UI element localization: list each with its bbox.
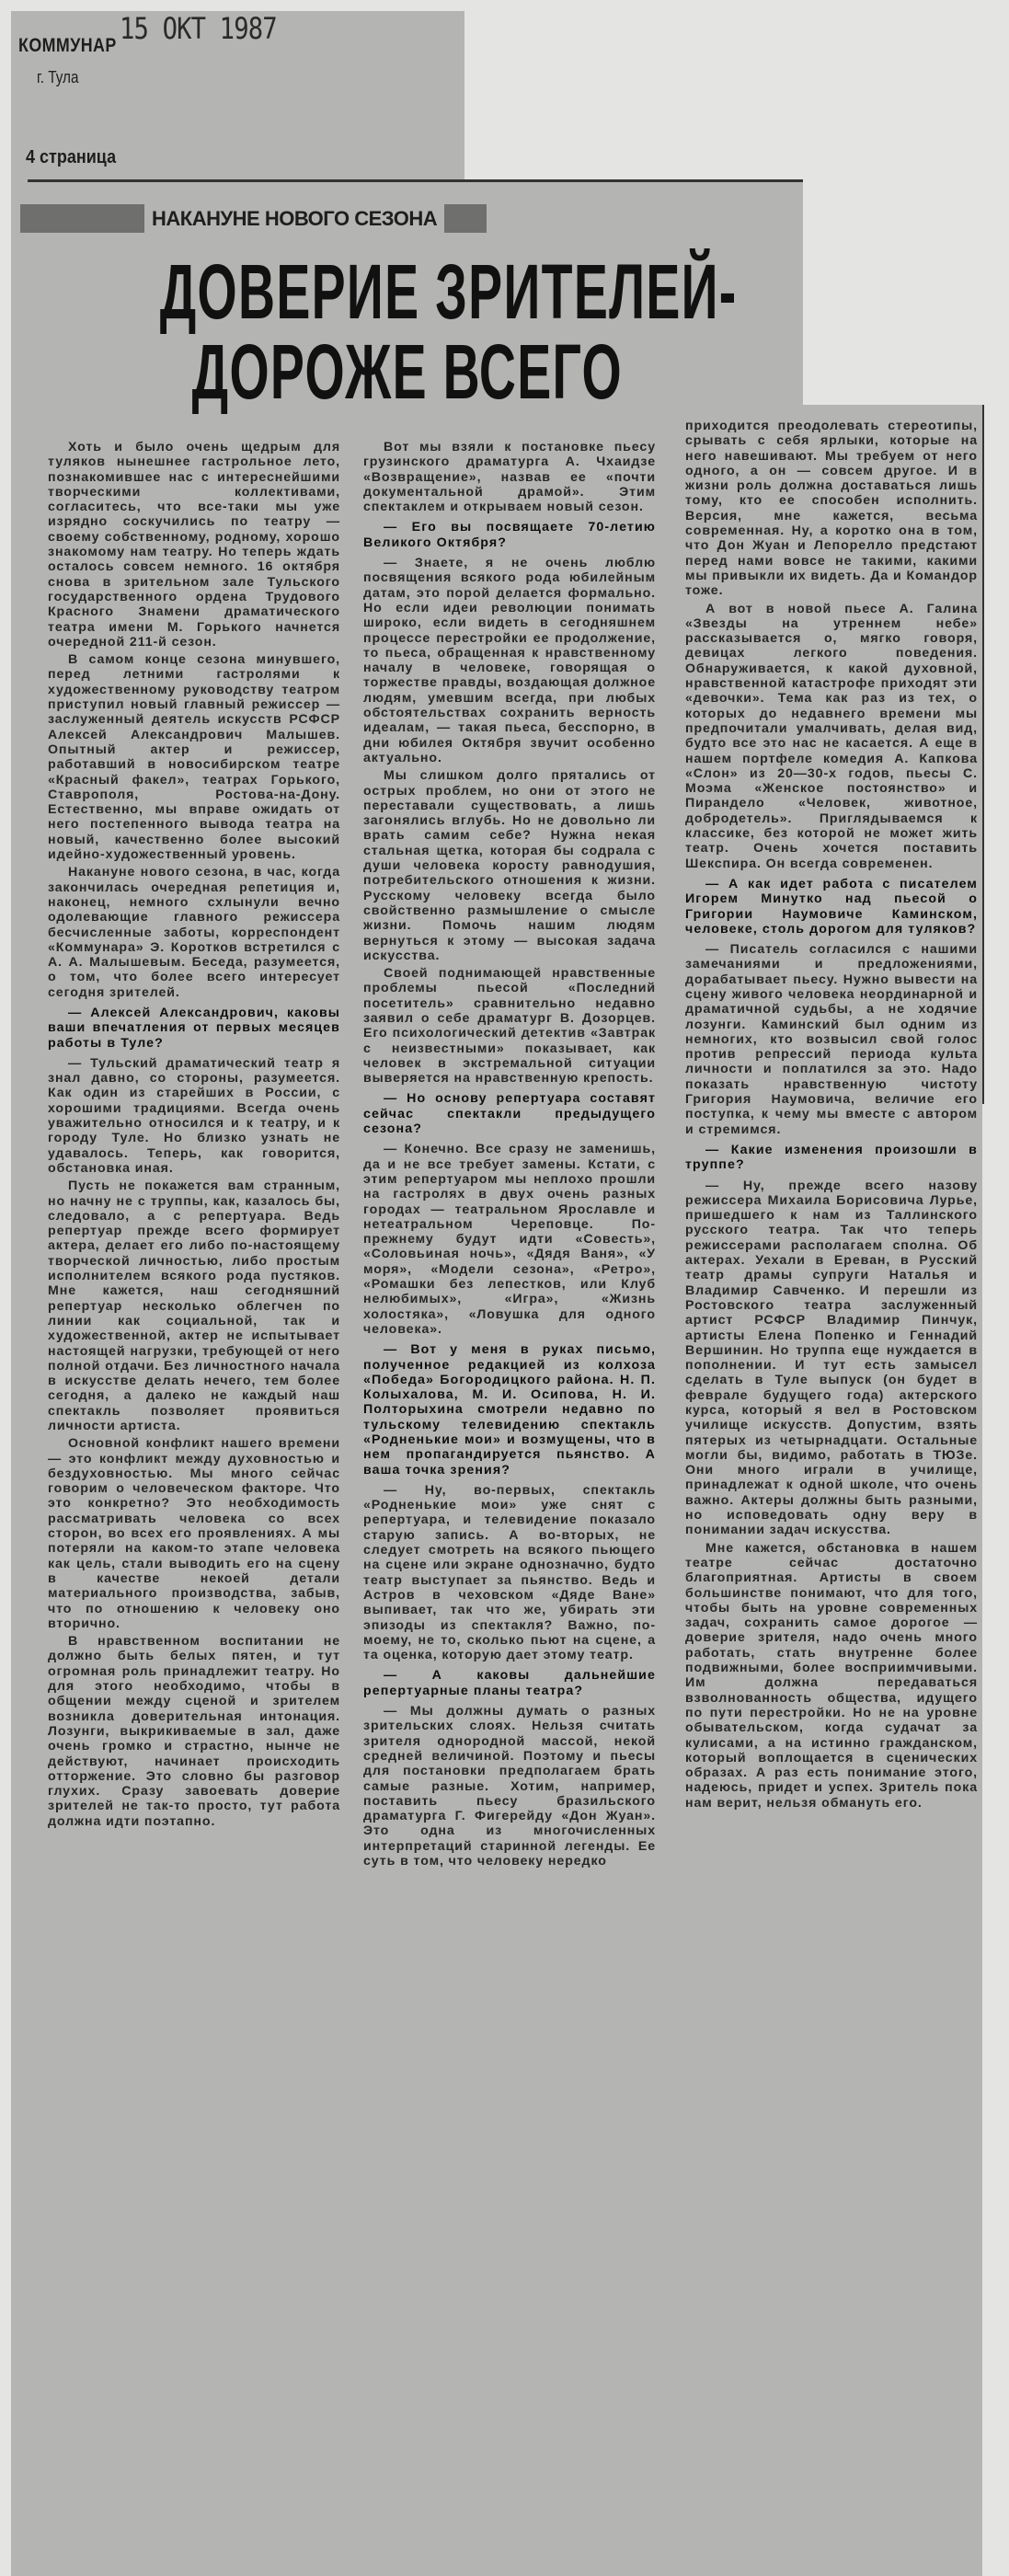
article-paragraph: Своей поднимающей нравственные проблемы пьесой «Последний посетитель» сравнительно недавно заявил о себе драматург В. Дозорцев. Его психологический детектив «Завтрак с неизвестными» показывает, как человек в экстремальной ситуации выверяется на нравственную крепость. <box>363 966 656 1087</box>
headline-line-2-wrap <box>11 328 803 415</box>
section-bar-right <box>444 204 487 233</box>
article-paragraph: В нравственном воспитании не должно быть белых пятен, и тут огромная роль принадлежит театру. Но для этого необходимо, чтобы в общении между сценой и зрителем возникла доверительная интонация. Лозунги, выкрикиваемые в зал, даже очень громко и страстно, нынче не действуют, начинает происходить отторжение. Это словно бы разговор глухих. Сразу завоевать доверие зрителей не так-то просто, тут работа должна идти поэтапно. <box>48 1634 340 1829</box>
article-paragraph: — Мы должны думать о разных зрительских слоях. Нельзя считать зрителя однородной массой, некой средней величиной. Поэтому и пьесы для постановки предполагаем брать самые разные. Хотим, например, поставить пьесу бразильского драматурга Г. Фигерейду «Дон Жуан». Это одна из многочисленных интерпретаций старинной легенды. Ее суть в том, что человеку нередко <box>363 1704 656 1869</box>
header-divider <box>28 179 803 182</box>
article-paragraph: Накануне нового сезона, в час, когда закончилась очередная репетиция и, наконец, немного схлынули вечно одолевающие главного режиссера бесчисленные заботы, корреспондент «Коммунара» Э. Коротков встретился с А. А. Малышевым. Беседа, разумеется, о том, что более всего интересует сегодня зрителей. <box>48 865 340 1000</box>
article-paragraph: А вот в новой пьесе А. Галина «Звезды на утреннем небе» рассказывается о, мягко говоря, девицах легкого поведения. Обнаруживается, к какой духовной, нравственной катастрофе приходят эти «девочки». Тема как раз из тех, о которых до недавнего времени мы предпочитали умалчивать, делая вид, будто все это нас не касается. А еще в нашем портфеле комедия А. Капкова «Слон» из 20—30-х годов, пьесы С. Моэма «Женское постоянство» и Пирандело «Человек, животное, добродетель». Приглядываемся к классике, без которой не может жить театр. Очень хочется поставить Шекспира. Он всегда современен. <box>685 601 978 871</box>
interview-question: — Алексей Александрович, каковы ваши впечатления от первых месяцев работы в Туле? <box>48 1005 340 1051</box>
article-column-1 <box>48 440 340 1832</box>
article-paragraph: — Конечно. Все сразу не заменишь, да и не все требует замены. Кстати, с этим репертуаром мы неплохо прошли на гастролях в двух очень разных городах — театральном Ярославле и нетеатральном Череповце. По-прежнему будут идти «Совесть», «Соловьиная ночь», «Дядя Ваня», «У моря», «Модели сезона», «Ретро», «Ромашки без лепестков, или Клуб нелюбимых», «Игра», «Жизнь холостяка», «Ловушка для одного человека». <box>363 1142 656 1337</box>
headline-line-1-wrap <box>11 248 803 335</box>
interview-question: — Какие изменения произошли в труппе? <box>685 1142 978 1173</box>
headline-line-1: ДОВЕРИЕ ЗРИТЕЛЕЙ- <box>159 248 738 335</box>
article-paragraph: Вот мы взяли к постановке пьесу грузинского драматурга А. Чхаидзе «Возвращение», назвав ее «почти документальной драмой». Этим спектаклем и открываем новый сезон. <box>363 440 656 515</box>
interview-question: — Но основу репертуара составят сейчас спектакли предыдущего сезона? <box>363 1091 656 1137</box>
article-paragraph: — Тульский драматический театр я знал давно, со стороны, разумеется. Как один из старейших в России, с хорошими традициями. Всегда очень уважительно относился и к театру, и к городу Туле. Но близко узнать не удавалось. Теперь, как говорится, обстановка иная. <box>48 1055 340 1176</box>
article-paragraph: Пусть не покажется вам странным, но начну не с труппы, как, казалось бы, следовало, а с репертуара. Ведь репертуар прежде всего формирует актера, делает его либо по-настоящему творческой личностью, либо простым исполнителем всякого рода пустяков. Мне кажется, наш сегодняшний репертуар несколько облегчен по линии как социальной, так и художественной, актер не испытывает настоящей нагрузки, требующей от него полной отдачи. Без личностного начала в искусстве делать нечего, тем более сегодня, а далеко не каждый наш спектакль позволяет проявиться личности артиста. <box>48 1179 340 1433</box>
article-paragraph: приходится преодолевать стереотипы, срывать с себя ярлыки, которые на него навешивают. Мы требуем от него одного, а он — совсем другое. И в жизни роль должна доставаться лишь тому, кто ее способен исполнить. Версия, мне кажется, весьма современная. Ну, а коротко она в том, что Дон Жуан и Лепорелло предстают перед нами вовсе не такими, какими мы привыкли их видеть. Да и Командор тоже. <box>685 419 978 599</box>
article-paragraph: — Писатель согласился с нашими замечаниями и предложениями, дорабатывает пьесу. Нужно вывести на сцену живого человека неординарной и драматичной судьбы, а не ходячие лозунги. Каминский был одним из немногих, кто возвысил свой голос против репрессий периода культа личности и поплатился за это. Надо показать нравственную чистоту Григория Наумовича, величие его поступка, к чему мы вместе с автором и стремимся. <box>685 942 978 1137</box>
article-paragraph: — Ну, во-первых, спектакль «Родненькие мои» уже снят с репертуара, и телевидение показало старую запись. А во-вторых, не следует смотреть на всякого пьющего на сцене или экране однозначно, будто театр выступает за пьянство. Ведь и Астров в чеховском «Дяде Ване» выпивает, так что же, убирать эти эпизоды из спектакля? Важно, по-моему, не то, сколько пьют на сцене, а та оценка, которую дает этому театр. <box>363 1482 656 1663</box>
article-paragraph: Хоть и было очень щедрым для туляков нынешнее гастрольное лето, познакомившее нас с интереснейшими творческими коллективами, согласитесь, что все-таки мы уже изрядно соскучились по театру — своему собственному, родному, хорошо знакомому нам театру. Но теперь ждать осталось совсем немного. 16 октября снова в зрительном зале Тульского государственного ордена Трудового Красного Знамени драматического театра имени М. Горького начнется очередной 211-й сезон. <box>48 440 340 650</box>
article-paragraph: Основной конфликт нашего времени — это конфликт между духовностью и бездуховностью. Мы много сейчас говорим о человеческом факторе. Что это конкретно? Это необходимость рассматривать человека со всех сторон, во всех его проявлениях. А мы потеряли на каком-то этапе человека как цель, стали выводить его на сцену в качестве некоей детали материального производства, забыв, что по отношению к человеку оно вторично. <box>48 1436 340 1631</box>
section-label: НАКАНУНЕ НОВОГО СЕЗОНА <box>152 207 438 230</box>
interview-question: — А каковы дальнейшие репертуарные планы театра? <box>363 1668 656 1698</box>
headline-line-2: ДОРОЖЕ ВСЕГО <box>191 328 623 415</box>
article-column-2 <box>363 440 656 1871</box>
interview-question: — А как идет работа с писателем Игорем Минутко над пьесой о Григории Наумовиче Каминском, человеке, столь дорогом для туляков? <box>685 876 978 937</box>
date-stamp: 15 ОКТ 1987 <box>120 11 277 46</box>
article-paragraph: — Ну, прежде всего назову режиссера Михаила Борисовича Лурье, пришедшего к нам из Таллинского русского театра. Так что теперь режиссерами располагаем сполна. Об актерах. Уехали в Ереван, в Русский театр драмы супруги Наталья и Владимир Савченко. И перешли из Ростовского театра заслуженный артист РСФСР Владимир Пинчук, артисты Елена Попенко и Геннадий Вершинин. Но труппа еще нуждается в пополнении. И тут есть замысел сделать в Туле выпуск (он будет в феврале будущего года) актерского курса, который я вел в Ростовском училище искусств. Допустим, взять пятерых из четырнадцати. Остальные могли бы, видимо, работать в ТЮЗе. Они много играли в училище, принадлежат к одной школе, что очень важно. Актеры должны быть разными, но исповедовать одну веру в понимании задач искусства. <box>685 1178 978 1538</box>
article-paragraph: В самом конце сезона минувшего, перед летними гастролями к художественному руководству театром приступил новый главный режиссер — заслуженный деятель искусств РСФСР Алексей Александрович Малышев. Опытный актер и режиссер, работавший в новосибирском театре «Красный факел», театрах Горького, Ставрополя, Ростова-на-Дону. Естественно, мы вправе ожидать от него постепенного вывода театра на новый, качественно более высокий идейно-художественный уровень. <box>48 652 340 863</box>
article-paragraph: Мы слишком долго прятались от острых проблем, но они от этого не переставали существовать, а лишь загонялись вглубь. Но не довольно ли врать самим себе? Нужна некая стальная щетка, которая бы содрала с души человека коросту равнодушия, потребительского отношения к жизни. Русскому человеку всегда было свойственно размышление о смысле жизни. Помочь нашим людям вернуться к этому — высокая задача искусства. <box>363 768 656 963</box>
section-heading <box>20 204 487 233</box>
interview-question: — Вот у меня в руках письмо, полученное редакцией из колхоза «Победа» Богородицкого района. Н. П. Колыхалова, М. И. Осипова, Н. И. Полторыхина смотрели недавно по тульскому телевидению спектакль «Родненькие мои» и возмущены, что в нем пропагандируется пьянство. А ваша точка зрения? <box>363 1342 656 1478</box>
newspaper-city: г. Тула <box>37 68 79 86</box>
interview-question: — Его вы посвящаете 70-летию Великого Октября? <box>363 520 656 550</box>
article-paragraph: Мне кажется, обстановка в нашем театре сейчас достаточно благоприятная. Артисты в своем большинстве понимают, что для того, чтобы быть на уровне современных задач, сохранить самое дорогое — доверие зрителя, надо очень много работать, стать внутренне более подвижными, более восприимчивыми. Им должна передаваться взволнованность общества, идущего по пути перестройки. Но не на уровне обывательском, когда судачат за кулисами, а на истинно гражданском, который воплощается в сценических образах. А раз есть понимание этого, надеюсь, придет и успех. Зритель пока нам верит, нельзя обмануть его. <box>685 1540 978 1811</box>
page-number: 4 страница <box>26 147 117 167</box>
column-rule <box>982 405 984 1104</box>
article-column-3 <box>685 419 978 1813</box>
article-paragraph: — Знаете, я не очень люблю посвящения всякого рода юбилейным датам, это порой делается формально. Но если идеи революции понимать широко, если видеть в сегодняшнем процессе перестройки ее продолжение, то пьеса, обращенная к нравственному началу в человеке, говорящая о торжестве правды, воздающая должное людям, умевшим всегда, при любых обстоятельствах сохранить верность идеалам, — такая пьеса, бесспорно, в дни юбилея Октября звучит особенно актуально. <box>363 556 656 765</box>
section-bar-left <box>20 204 144 233</box>
newspaper-name: КОММУНАР <box>18 35 117 56</box>
